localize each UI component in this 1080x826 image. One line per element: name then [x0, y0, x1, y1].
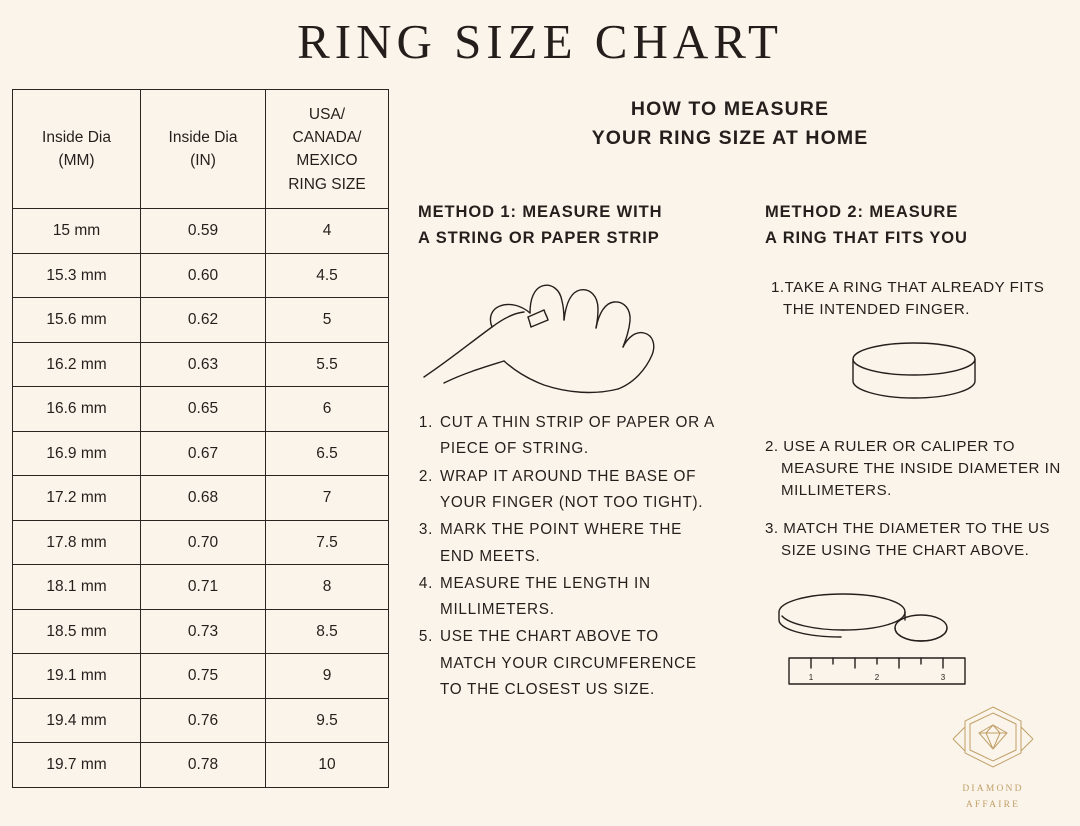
cell-in: 0.65	[141, 387, 266, 432]
ring-band-illustration	[765, 337, 1062, 414]
list-item: 3. MARK THE POINT WHERE THE END MEETS.	[438, 517, 715, 570]
cell-in: 0.67	[141, 431, 266, 476]
cell-in: 0.75	[141, 654, 266, 699]
column-header-in	[141, 90, 266, 209]
header-line: Inside Dia	[42, 129, 111, 147]
method-1-title-line-1: METHOD 1: MEASURE WITH	[418, 202, 663, 221]
cell-mm: 15 mm	[13, 209, 141, 254]
method-2-step-2: 2. USE A RULER OR CALIPER TO MEASURE THE INSIDE DIAMETER IN MILLIMETERS.	[765, 437, 1061, 500]
method-2-title	[765, 200, 1062, 251]
method-1-steps	[418, 410, 715, 703]
method-2-title-line-1: METHOD 2: MEASURE	[765, 202, 959, 221]
column-header-ring-size	[266, 90, 389, 209]
method-1-block	[418, 200, 733, 704]
method-2-steps	[765, 277, 1062, 699]
cell-size: 10	[266, 743, 389, 788]
table-row	[13, 476, 389, 521]
cell-mm: 15.6 mm	[13, 298, 141, 343]
cell-size: 6	[266, 387, 389, 432]
cell-in: 0.70	[141, 520, 266, 565]
table-row	[13, 520, 389, 565]
list-item: 4. MEASURE THE LENGTH IN MILLIMETERS.	[438, 571, 715, 624]
table-header-row	[13, 90, 389, 209]
cell-size: 4.5	[266, 253, 389, 298]
cell-mm: 19.1 mm	[13, 654, 141, 699]
cell-size: 7.5	[266, 520, 389, 565]
cell-size: 6.5	[266, 431, 389, 476]
cell-size: 5	[266, 298, 389, 343]
page-title: RING SIZE CHART	[297, 14, 783, 69]
cell-in: 0.68	[141, 476, 266, 521]
size-table-column	[12, 89, 392, 788]
cell-mm: 19.4 mm	[13, 698, 141, 743]
column-header-mm	[13, 90, 141, 209]
cell-mm: 18.1 mm	[13, 565, 141, 610]
cell-size: 7	[266, 476, 389, 521]
table-row	[13, 342, 389, 387]
cell-mm: 16.6 mm	[13, 387, 141, 432]
table-row	[13, 654, 389, 699]
list-item: 1. CUT A THIN STRIP OF PAPER OR A PIECE OF STRING.	[438, 410, 715, 463]
method-2-step-1: 1.TAKE A RING THAT ALREADY FITS THE INTENDED FINGER.	[771, 279, 1045, 319]
header-line: USA/	[308, 105, 346, 123]
cell-in: 0.73	[141, 609, 266, 654]
cell-in: 0.59	[141, 209, 266, 254]
logo-text-line-1: DIAMOND	[962, 783, 1024, 794]
how-to-measure-heading	[418, 95, 1062, 152]
svg-text:2: 2	[874, 673, 880, 683]
header-line: RING SIZE	[288, 175, 366, 193]
logo-text-line-2: AFFAIRE	[965, 799, 1021, 810]
cell-in: 0.63	[141, 342, 266, 387]
method-2-step-3: 3. MATCH THE DIAMETER TO THE US SIZE USING THE CHART ABOVE.	[765, 519, 1050, 560]
how-to-line-2: YOUR RING SIZE AT HOME	[591, 126, 869, 149]
cell-in: 0.71	[141, 565, 266, 610]
method-2-title-line-2: A RING THAT FITS YOU	[765, 228, 968, 247]
list-item: 2. WRAP IT AROUND THE BASE OF YOUR FINGER (NOT TOO TIGHT).	[438, 464, 715, 517]
content-area	[0, 67, 1080, 788]
cell-size: 9.5	[266, 698, 389, 743]
table-row	[13, 253, 389, 298]
table-row	[13, 698, 389, 743]
table-row	[13, 298, 389, 343]
list-item: 5. USE THE CHART ABOVE TO MATCH YOUR CIRCUMFERENCE TO THE CLOSEST US SIZE.	[438, 624, 715, 703]
cell-mm: 16.9 mm	[13, 431, 141, 476]
method-1-title-line-2: A STRING OR PAPER STRIP	[418, 228, 660, 247]
cell-in: 0.78	[141, 743, 266, 788]
header-line: (IN)	[190, 152, 216, 170]
table-row	[13, 209, 389, 254]
cell-size: 9	[266, 654, 389, 699]
method-1-title	[418, 200, 715, 251]
cell-mm: 16.2 mm	[13, 342, 141, 387]
hand-with-ring-illustration	[418, 265, 715, 400]
table-row	[13, 565, 389, 610]
cell-mm: 17.2 mm	[13, 476, 141, 521]
cell-size: 4	[266, 209, 389, 254]
how-to-line-1: HOW TO MEASURE	[630, 98, 830, 121]
diamond-emblem-icon	[947, 703, 1039, 775]
cell-mm: 19.7 mm	[13, 743, 141, 788]
method-2-block	[733, 200, 1062, 704]
cell-mm: 15.3 mm	[13, 253, 141, 298]
cell-size: 5.5	[266, 342, 389, 387]
header-line: Inside Dia	[168, 129, 238, 147]
cell-mm: 17.8 mm	[13, 520, 141, 565]
ring-and-ruler-illustration	[765, 584, 1062, 699]
table-row	[13, 431, 389, 476]
cell-size: 8	[266, 565, 389, 610]
cell-mm: 18.5 mm	[13, 609, 141, 654]
header-line: CANADA/	[292, 129, 362, 147]
cell-size: 8.5	[266, 609, 389, 654]
header-line: (MM)	[58, 152, 95, 170]
table-row	[13, 387, 389, 432]
ring-size-table	[12, 89, 389, 788]
svg-text:3: 3	[940, 673, 946, 683]
table-row	[13, 609, 389, 654]
cell-in: 0.62	[141, 298, 266, 343]
brand-logo	[934, 703, 1052, 813]
methods-row	[418, 200, 1062, 704]
header-line: MEXICO	[296, 152, 358, 170]
table-row	[13, 743, 389, 788]
instructions-column	[392, 89, 1062, 788]
svg-text:1: 1	[808, 673, 814, 683]
cell-in: 0.76	[141, 698, 266, 743]
cell-in: 0.60	[141, 253, 266, 298]
